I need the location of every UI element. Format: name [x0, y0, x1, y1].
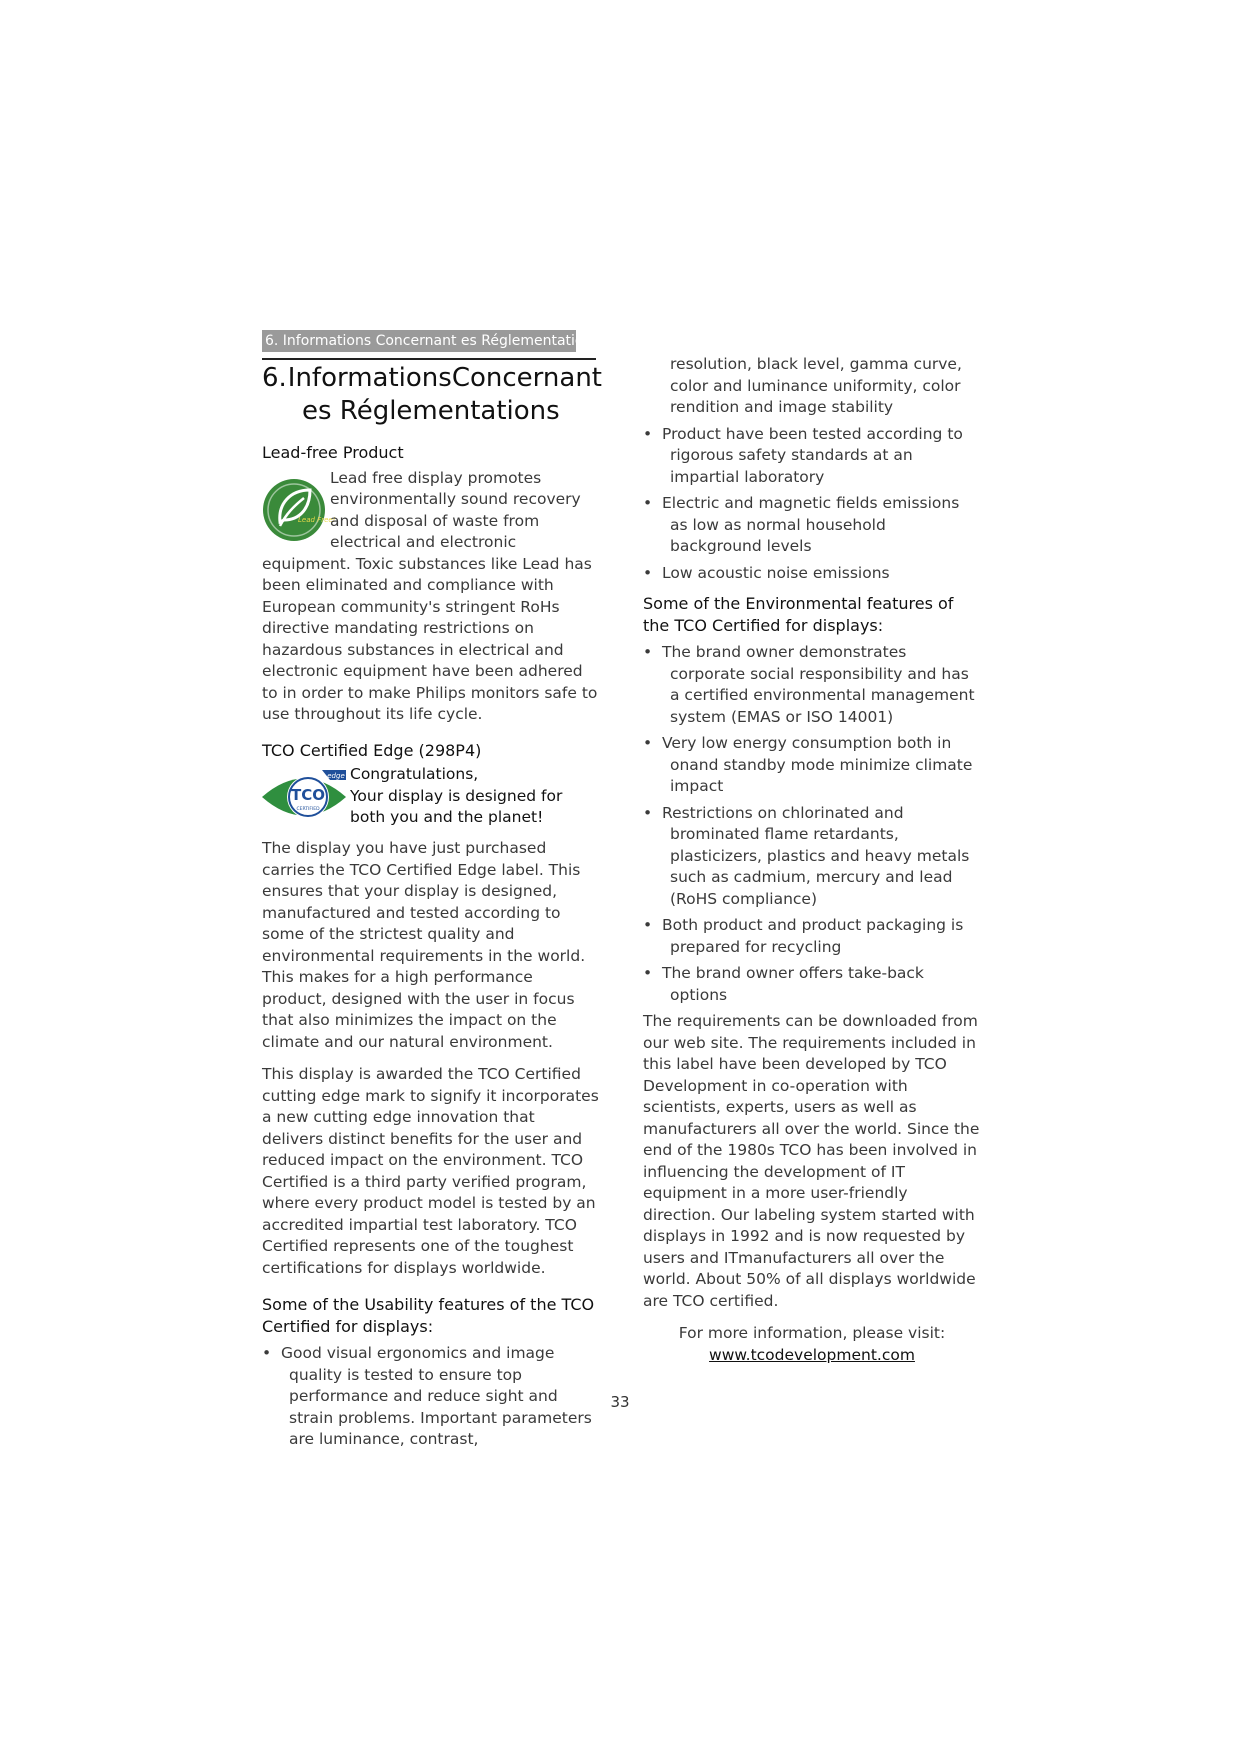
title-word-2: Concernant: [451, 363, 602, 393]
more-info: [643, 1323, 981, 1366]
title-word-1: Informations: [287, 363, 452, 393]
tco-icon-edge: edge: [327, 772, 345, 780]
right-column: [643, 354, 981, 1366]
list-item: • Low acoustic noise emissions: [643, 563, 981, 585]
header-tab: 6. Informations Concernant es Réglementations: [262, 330, 576, 352]
lead-free-text: Lead free display promotes environmentally sound recovery and disposal of waste from electrical and electronic equipment. Toxic substances like Lead has been eliminated and compliance with European community's stringent RoHs directive mandating restrictions on hazardous substances in electrical and electronic equipment have been adhered to in order to make Philips monitors safe to use throughout its life cycle.: [262, 468, 598, 723]
congrats-line-1: Congratulations,: [350, 765, 479, 783]
header-rule: [262, 358, 596, 360]
environmental-heading: Some of the Environmental features of the TCO Certified for displays:: [643, 594, 954, 635]
tco-paragraph-2: This display is awarded the TCO Certified cutting edge mark to signify it incorporates a new cutting edge innovation that delivers distinct benefits for the user and reduced impact on the environment. TCO Certified is a third party verified program, where every product model is tested by an accredited impartial test laboratory. TCO Certified represents one of the toughest certifications for displays worldwide.: [262, 1065, 599, 1277]
usability-heading: Some of the Usability features of the TCO Certified for displays:: [262, 1295, 595, 1336]
usability-list: [262, 1343, 600, 1451]
usability-list-continued: [643, 424, 981, 585]
tco-congrats-block: [262, 764, 600, 832]
tco-website-link[interactable]: www.tcodevelopment.com: [709, 1345, 915, 1364]
lead-free-leaf-icon: [260, 474, 336, 544]
page-number: 33: [610, 1393, 630, 1411]
tco-paragraph-1: The display you have just purchased carries the TCO Certified Edge label. This ensures that your display is designed, manufactured and tested according to some of the strictest quality and environmental requirements in the world. This makes for a high performance product, designed with the user in focus that also minimizes the impact on the climate and our natural environment.: [262, 839, 586, 1051]
tco-certified-edge-icon: [260, 766, 348, 828]
list-item: • Electric and magnetic fields emissions as low as normal household background levels: [643, 493, 981, 558]
list-item: • Very low energy consumption both in onand standby mode minimize climate impact: [643, 733, 981, 798]
lead-free-section: [262, 442, 600, 726]
left-column: [262, 442, 600, 1456]
list-item: • The brand owner offers take-back options: [643, 963, 981, 1006]
lead-free-icon-text: Lead Free!: [298, 515, 336, 524]
tco-icon-letters: TCO: [291, 786, 325, 804]
list-item: • Restrictions on chlorinated and brominated flame retardants, plasticizers, plastics and heavy metals such as cadmium, mercury and lead (RoHS compliance): [643, 803, 981, 911]
list-item: • Both product and product packaging is prepared for recycling: [643, 915, 981, 958]
requirements-text: The requirements can be downloaded from our web site. The requirements included in this label have been developed by TCO Development in co-operation with scientists, experts, users as well as manufacturers all over the world. Since the end of the 1980s TCO has been involved in influencing the development of IT equipment in a more user-friendly direction. Our labeling system started with displays in 1992 and is now requested by users and ITmanufacturers all over the world. About 50% of all displays worldwide are TCO certified.: [643, 1012, 980, 1310]
tco-heading: TCO Certified Edge (298P4): [262, 740, 482, 760]
list-item: • Good visual ergonomics and image quality is tested to ensure top performance and reduce sight and strain problems. Important parameters are luminance, contrast,: [262, 1343, 600, 1451]
congrats-line-2: Your display is designed for both you and the planet!: [350, 786, 563, 826]
usability-continuation: resolution, black level, gamma curve, color and luminance uniformity, color rendition and image stability: [670, 355, 962, 416]
title-line-2: es Réglementations: [302, 396, 560, 426]
section-number: 6.: [262, 363, 287, 393]
more-info-label: For more information, please visit:: [678, 1324, 946, 1342]
tco-icon-sub: CERTIFIED: [296, 807, 320, 812]
list-item: • Product have been tested according to rigorous safety standards at an impartial laboratory: [643, 424, 981, 489]
list-item: • The brand owner demonstrates corporate social responsibility and has a certified environmental management system (EMAS or ISO 14001): [643, 642, 981, 728]
lead-free-heading: Lead-free Product: [262, 443, 404, 462]
page-title: [262, 362, 602, 428]
environmental-list: [643, 642, 981, 1006]
